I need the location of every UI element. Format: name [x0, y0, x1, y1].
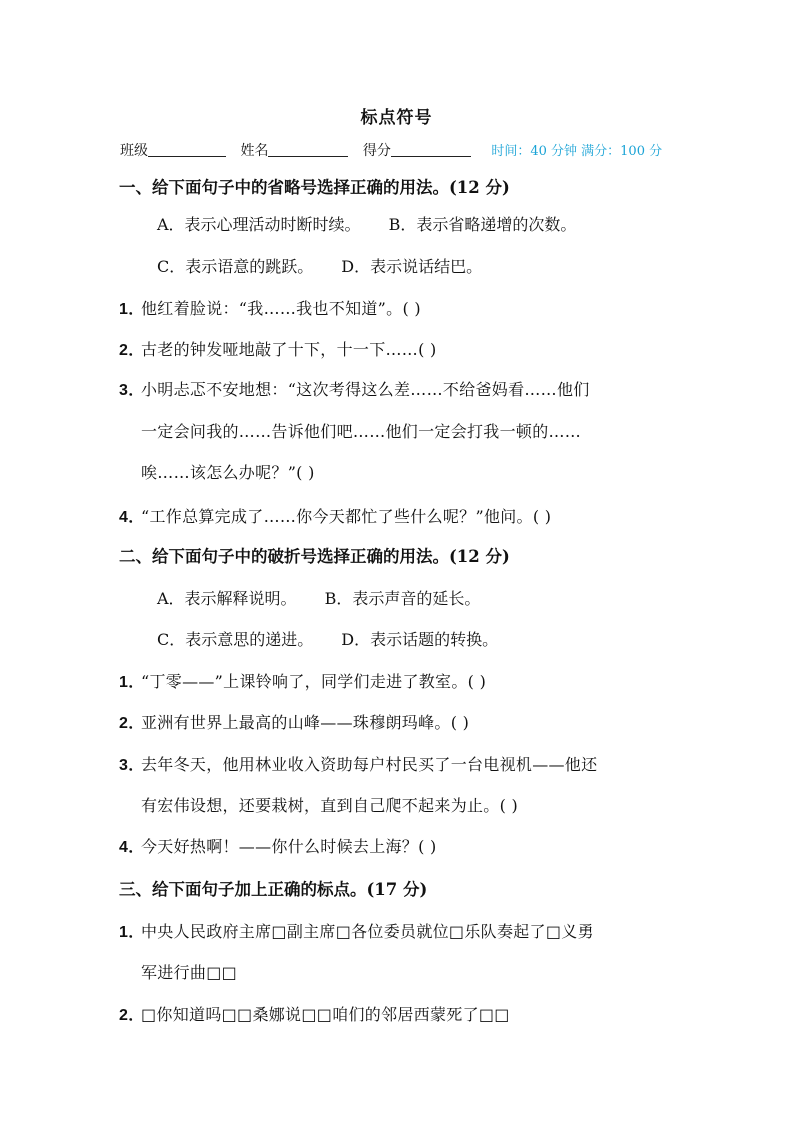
question-number: 2．: [119, 1007, 145, 1024]
question-text: 他红着脸说：“我……我也不知道”。( ): [141, 299, 421, 318]
class-field: [120, 140, 226, 160]
s1-question-4: [119, 504, 551, 527]
s2-question-2: [119, 710, 469, 733]
question-number: 2．: [119, 715, 145, 732]
s1-question-1: [119, 296, 421, 319]
s2-question-3: [119, 752, 597, 775]
option-a: A．表示心理活动时断时续。: [157, 215, 361, 234]
option-b: B．表示省略递增的次数。: [388, 215, 577, 234]
name-label: 姓名: [240, 143, 269, 159]
question-number: 1．: [119, 301, 145, 318]
s1-question-3: [119, 377, 590, 400]
question-number: 4．: [119, 509, 145, 526]
section-1-heading: 一、给下面句子中的省略号选择正确的用法。(12 分): [119, 178, 510, 197]
option-c: C．表示语意的跳跃。: [157, 257, 314, 276]
score-label: 得分: [362, 143, 391, 159]
option-b: B．表示声音的延长。: [324, 589, 481, 608]
question-number: 1．: [119, 674, 145, 691]
question-number: 3．: [119, 757, 145, 774]
s2-question-4: [119, 834, 437, 857]
score-blank[interactable]: [391, 142, 471, 157]
question-text: 今天好热啊！——你什么时候去上海？( ): [141, 837, 437, 856]
s2-question-3-line-2: 有宏伟设想，还要栽树，直到自己爬不起来为止。( ): [141, 796, 519, 815]
section-2-heading: 二、给下面句子中的破折号选择正确的用法。(12 分): [119, 547, 510, 566]
s1-question-2: [119, 337, 437, 360]
question-text: 古老的钟发哑地敲了十下，十一下……( ): [141, 340, 437, 359]
name-field: [240, 140, 348, 160]
question-number: 4．: [119, 839, 145, 856]
question-text: “工作总算完成了……你今天都忙了些什么呢？”他问。( ): [141, 507, 552, 526]
page-title: 标点符号: [360, 108, 433, 128]
section-2-options-row-1: [157, 586, 480, 609]
s3-question-1-line-2: 军进行曲□□: [141, 963, 238, 982]
question-text: 去年冬天，他用林业收入资助每户村民买了一台电视机——他还: [141, 755, 598, 774]
question-text: “丁零——”上课铃响了，同学们走进了教室。( ): [141, 672, 487, 691]
s1-question-3-line-2: 一定会问我的……告诉他们吧……他们一定会打我一顿的……: [141, 422, 582, 441]
student-info-line: [120, 140, 662, 160]
section-3-heading: 三、给下面句子加上正确的标点。(17 分): [119, 880, 428, 899]
s2-question-1: [119, 669, 486, 692]
question-number: 1．: [119, 924, 145, 941]
time-score-meta: 时间：40 分钟 满分：100 分: [491, 144, 663, 159]
option-d: D．表示话题的转换。: [341, 630, 499, 649]
s3-question-1: [119, 919, 594, 942]
question-text: 中央人民政府主席□副主席□各位委员就位□乐队奏起了□义勇: [141, 922, 594, 941]
s1-question-3-line-3: 唉……该怎么办呢？”( ): [141, 463, 315, 482]
option-a: A．表示解释说明。: [157, 589, 297, 608]
name-blank[interactable]: [268, 142, 348, 157]
section-1-options-row-2: [157, 254, 482, 277]
question-text: 亚洲有世界上最高的山峰——珠穆朗玛峰。( ): [141, 713, 470, 732]
question-number: 2．: [119, 342, 145, 359]
question-text: 小明忐忑不安地想：“这次考得这么差……不给爸妈看……他们: [141, 380, 590, 399]
question-number: 3．: [119, 382, 145, 399]
section-1-options-row-1: [157, 212, 576, 235]
question-text: □你知道吗□□桑娜说□□咱们的邻居西蒙死了□□: [141, 1005, 510, 1024]
class-blank[interactable]: [148, 142, 226, 157]
score-field: [363, 140, 471, 160]
s3-question-2: [119, 1002, 510, 1025]
class-label: 班级: [120, 143, 148, 159]
option-c: C．表示意思的递进。: [157, 630, 314, 649]
option-d: D．表示说话结巴。: [341, 257, 483, 276]
section-2-options-row-2: [157, 627, 498, 650]
